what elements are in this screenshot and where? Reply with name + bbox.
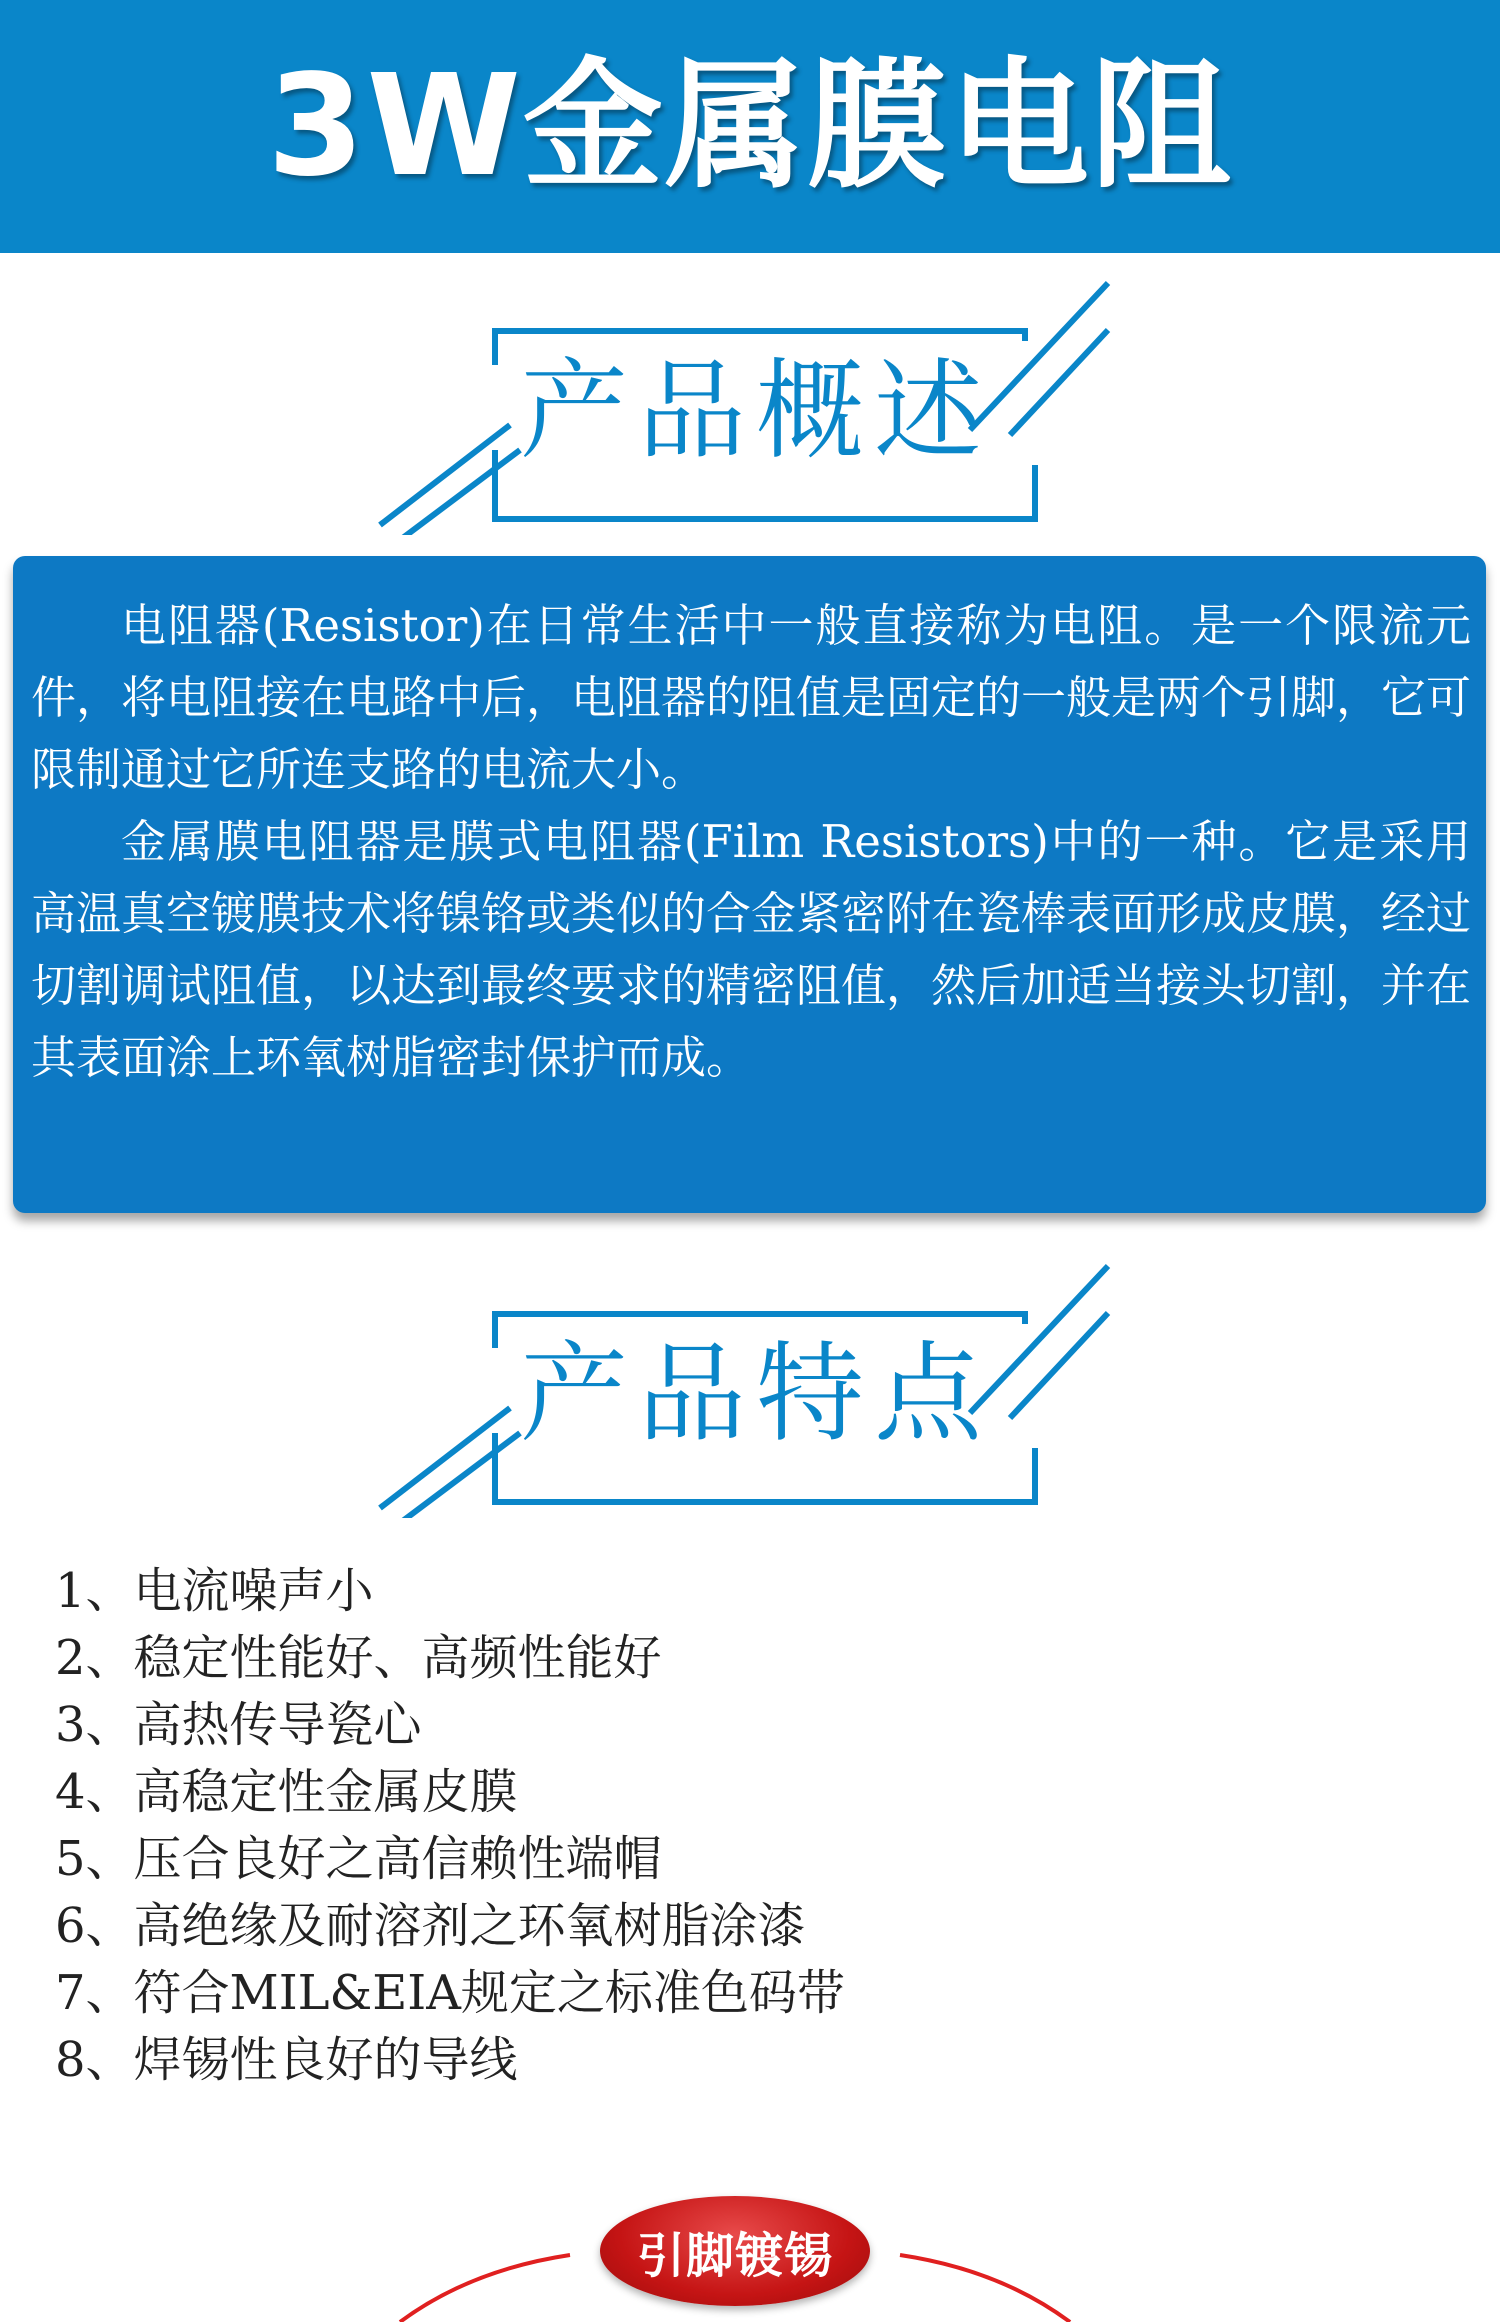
features-header-title: 产品特点 <box>520 1332 993 1457</box>
feature-item: 5、压合良好之高信赖性端帽 <box>55 1831 662 1887</box>
feature-item: 3、高热传导瓷心 <box>55 1697 422 1753</box>
feature-item: 8、焊锡性良好的导线 <box>55 2032 518 2088</box>
feature-item: 1、电流噪声小 <box>55 1563 374 1619</box>
overview-box <box>13 556 1486 1213</box>
top-banner <box>0 0 1500 253</box>
pin-plating-badge: 引脚镀锡 <box>600 2196 870 2306</box>
feature-item: 7、符合MIL&EIA规定之标准色码带 <box>55 1965 845 2021</box>
overview-header-title: 产品概述 <box>520 349 993 474</box>
bottom-decoration <box>0 2160 1500 2322</box>
features-section-header <box>370 1258 1120 1518</box>
feature-item: 4、高稳定性金属皮膜 <box>55 1764 518 1820</box>
overview-paragraph-1: 电阻器(Resistor)在日常生活中一般直接称为电阻。是一个限流元件，将电阻接在电路中后，电阻器的阻值是固定的一般是两个引脚，它可限制通过它所连支路的电流大小。 <box>31 599 1472 796</box>
page-title: 3W金属膜电阻 <box>267 44 1233 208</box>
feature-item: 2、稳定性能好、高频性能好 <box>55 1630 662 1686</box>
overview-paragraph-2: 金属膜电阻器是膜式电阻器(Film Resistors)中的一种。它是采用高温真空镀膜技术将镍铬或类似的合金紧密附在瓷棒表面形成皮膜，经过切割调试阻值，以达到最终要求的精密阻值，然后加适当接头切割，并在其表面涂上环氧树脂密封保护而成。 <box>31 815 1472 1084</box>
feature-item: 6、高绝缘及耐溶剂之环氧树脂涂漆 <box>55 1898 806 1954</box>
overview-text <box>31 590 1471 1094</box>
overview-section-header <box>370 275 1120 535</box>
features-list <box>55 1558 845 2094</box>
